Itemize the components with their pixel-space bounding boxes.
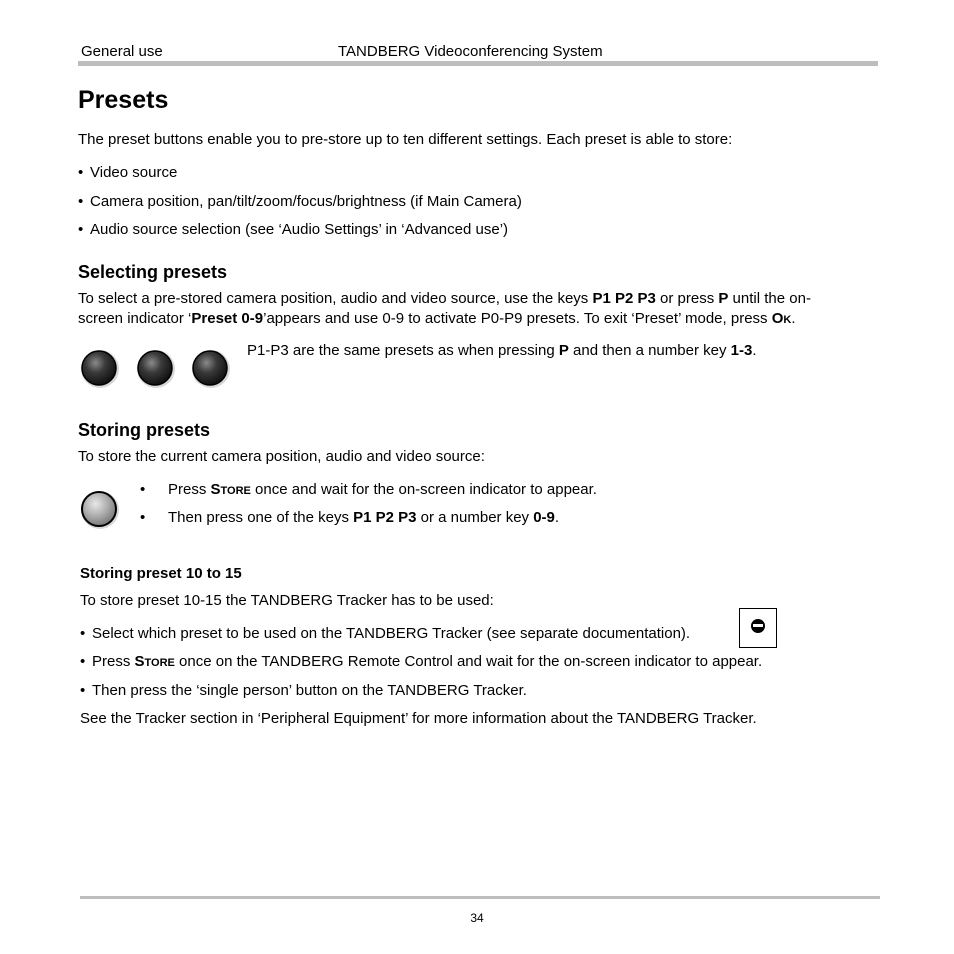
- tracker-footer-note: See the Tracker section in ‘Peripheral Equipment’ for more information about the TANDBERG Tracker.: [80, 710, 757, 727]
- list-item: • Audio source selection (see ‘Audio Settings’ in ‘Advanced use’): [78, 221, 509, 238]
- preset-buttons-illustration: [78, 347, 234, 391]
- page-title: Presets: [78, 86, 169, 114]
- section-heading-storing: Storing presets: [78, 420, 211, 440]
- preset-button-icon: [81, 350, 119, 388]
- list-item: • Camera position, pan/tilt/zoom/focus/brightness (if Main Camera): [78, 193, 522, 210]
- preset-button-icon: [137, 350, 175, 388]
- header-section-label: General use: [81, 43, 163, 60]
- list-item: • Press Store once and wait for the on-screen indicator to appear.: [140, 481, 597, 498]
- intro-paragraph: The preset buttons enable you to pre-store up to ten different settings. Each preset is able to store:: [78, 131, 733, 148]
- footer-rule: [80, 896, 880, 899]
- storing-intro: To store the current camera position, audio and video source:: [78, 448, 485, 465]
- single-person-button-icon: [739, 608, 777, 648]
- page-number: 34: [470, 911, 484, 925]
- list-item: • Then press the ‘single person’ button on the TANDBERG Tracker.: [80, 682, 527, 699]
- section-heading-selecting: Selecting presets: [78, 262, 228, 282]
- list-item: • Press Store once on the TANDBERG Remote Control and wait for the on-screen indicator to appear.: [80, 653, 763, 670]
- preset-button-icon: [192, 350, 230, 388]
- preset-note: P1-P3 are the same presets as when pressing P and then a number key 1-3.: [247, 342, 757, 359]
- store-button-icon: [78, 488, 122, 532]
- list-item: • Video source: [78, 164, 178, 181]
- header-rule: [78, 61, 878, 66]
- selecting-paragraph: To select a pre-stored camera position, audio and video source, use the keys P1 P2 P3 or press P until the on- screen indicator ‘Preset 0-9’appears and use 0-9 to activate P0-P9 presets. To exit ‘Preset’ mode, press Ok.: [78, 290, 811, 327]
- list-item: • Then press one of the keys P1 P2 P3 or a number key 0-9.: [140, 509, 560, 526]
- subsection-heading-10-15: Storing preset 10 to 15: [80, 565, 242, 582]
- list-item: • Select which preset to be used on the TANDBERG Tracker (see separate documentation).: [80, 625, 691, 642]
- header-document-title: TANDBERG Videoconferencing System: [338, 43, 603, 60]
- tracker-intro: To store preset 10-15 the TANDBERG Tracker has to be used:: [80, 592, 494, 609]
